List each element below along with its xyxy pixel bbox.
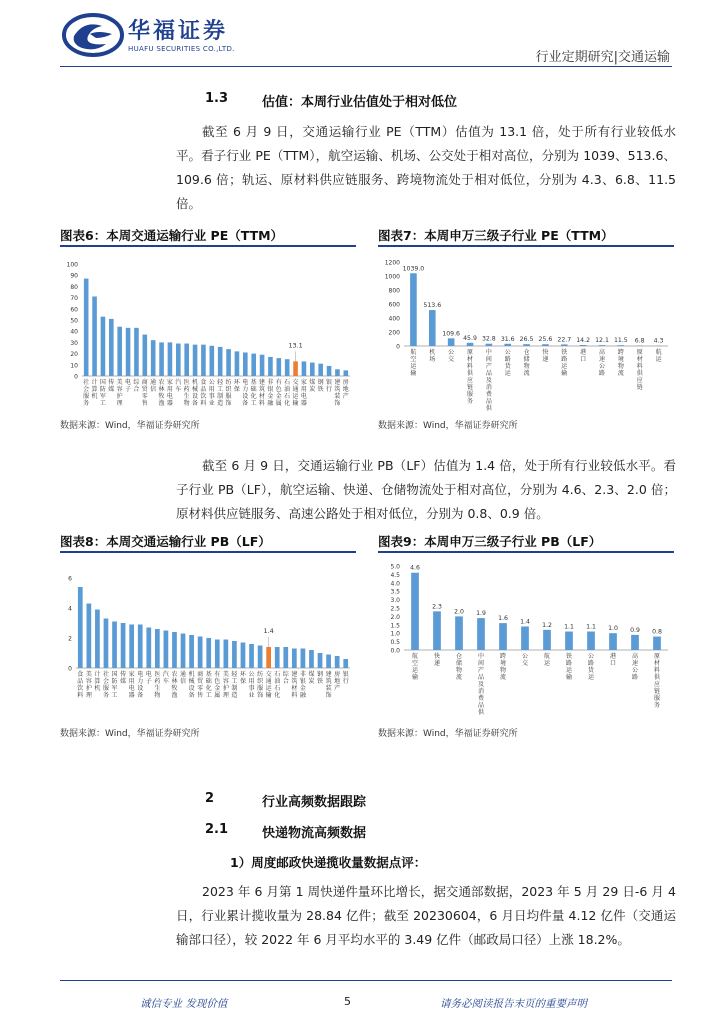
highlight-label: 13.1	[288, 341, 303, 350]
page-number: 5	[344, 995, 351, 1008]
section-number: 2	[205, 791, 215, 806]
bar	[223, 640, 228, 669]
bar	[181, 634, 186, 669]
x-tick-label: 建筑材料	[259, 379, 266, 407]
x-tick-label: 房地产	[334, 671, 341, 692]
x-tick-label: 钢铁	[317, 671, 324, 685]
x-tick-label: 铁路运输	[561, 349, 568, 377]
data-label: 1.9	[476, 610, 486, 618]
chart-7-source: 数据来源：Wind，华福证券研究所	[378, 421, 518, 431]
y-tick-label: 20	[70, 351, 78, 359]
x-tick-label: 仓储物流	[523, 349, 530, 377]
footer-rule	[60, 980, 672, 981]
y-tick-label: 4.5	[390, 571, 400, 579]
x-tick-label: 美容护理	[85, 671, 92, 699]
chart-6-title: 图表6：本周交通运输行业 PE（TTM）	[60, 228, 284, 243]
y-tick-label: 2	[68, 635, 72, 643]
data-label: 22.7	[557, 336, 572, 344]
y-tick-label: 6	[68, 575, 72, 583]
x-tick-label: 纺织服饰	[257, 671, 264, 699]
highlight-label: 1.4	[263, 627, 274, 635]
chart-9-title: 图表9：本周申万三级子行业 PB（LF）	[378, 534, 602, 549]
bar	[344, 370, 349, 376]
bar	[215, 640, 220, 669]
x-tick-label: 机械设备	[192, 379, 199, 407]
bar	[121, 623, 126, 668]
bar	[293, 361, 298, 376]
y-tick-label: 5.0	[390, 563, 400, 571]
chart-9-rule	[378, 551, 674, 553]
bar	[486, 344, 493, 346]
data-label: 1.6	[498, 615, 508, 623]
x-tick-label: 食品饮料	[77, 671, 84, 699]
x-tick-label: 原材料供应链服务	[653, 653, 661, 709]
x-tick-label: 社会服务	[102, 671, 109, 699]
data-label: 45.9	[463, 334, 477, 342]
section-title: 行业高频数据跟踪	[262, 795, 367, 810]
x-tick-label: 汽车	[162, 671, 169, 685]
bar	[172, 632, 177, 668]
y-tick-label: 50	[70, 317, 78, 325]
bar	[335, 656, 340, 668]
chart-8-rule	[60, 551, 356, 553]
x-tick-label: 国防军工	[111, 671, 118, 699]
x-tick-label: 非银金融	[267, 379, 274, 407]
x-tick-label: 原材料供应链	[636, 349, 643, 391]
logo-text-en: HUAFU SECURITIES CO.,LTD.	[128, 45, 235, 53]
bar	[410, 273, 417, 346]
x-tick-label: 公用事业	[208, 379, 215, 407]
y-tick-label: 4	[68, 605, 72, 613]
bar	[467, 343, 474, 346]
x-tick-label: 机械设备	[188, 671, 195, 699]
bar	[78, 587, 83, 668]
bar	[283, 647, 288, 668]
bar	[433, 611, 441, 650]
bar	[277, 358, 282, 376]
section-title: 估值：本周行业估值处于相对低位	[262, 95, 458, 110]
subsection-number: 2.1	[205, 822, 229, 837]
y-tick-label: 2.5	[390, 605, 400, 613]
footer-slogan: 诚信专业 发现价值	[140, 998, 228, 1010]
y-tick-label: 1.5	[390, 622, 400, 630]
x-tick-label: 电子	[125, 379, 132, 393]
x-tick-label: 家用电器	[128, 671, 135, 699]
x-tick-label: 电子	[145, 671, 152, 685]
footer-disclaimer: 请务必阅读报告末页的重要声明	[440, 998, 587, 1010]
x-tick-label: 高速公路	[631, 653, 639, 681]
chart-6-source: 数据来源：Wind，华福证券研究所	[60, 421, 200, 431]
x-tick-label: 房地产	[342, 379, 349, 400]
bar	[193, 345, 198, 376]
x-tick-label: 建筑装饰	[325, 671, 332, 699]
subsection-title: 快递物流高频数据	[262, 826, 367, 841]
x-tick-label: 食品饮料	[200, 379, 207, 407]
x-tick-label: 基础化工	[205, 671, 212, 699]
x-tick-label: 非银金融	[299, 671, 306, 699]
bar	[258, 646, 263, 669]
data-label: 1.0	[608, 625, 618, 633]
bar	[411, 573, 419, 650]
chart-9-source: 数据来源：Wind，华福证券研究所	[378, 729, 518, 739]
bar	[84, 279, 89, 376]
y-tick-label: 3.5	[390, 588, 400, 596]
paragraph-pb: 截至 6 月 9 日，交通运输行业 PB（LF）估值为 1.4 倍，处于所有行业较低水平。看子行业 PB（LF），航空运输、快递、仓储物流处于相对高位，分别为 4.6、2.3、2.0 倍；原材料供应链服务、高速公路处于相对低位，分别为 0.8、0.9 倍。	[176, 458, 676, 521]
x-tick-label: 石油石化	[274, 671, 281, 699]
bar	[609, 633, 617, 650]
logo	[62, 12, 124, 58]
x-tick-label: 快递	[433, 653, 441, 667]
bar	[587, 632, 595, 650]
bar	[343, 659, 348, 668]
data-label: 26.5	[519, 336, 534, 344]
bar	[138, 625, 143, 669]
x-tick-label: 电力设备	[137, 671, 144, 699]
x-tick-label: 综合	[133, 379, 140, 393]
logo-text-cn: 华福证券	[128, 19, 229, 44]
x-tick-label: 中间产品及消费品供	[485, 349, 492, 412]
y-tick-label: 1.0	[390, 630, 400, 638]
bar	[335, 369, 340, 376]
y-tick-label: 0	[74, 373, 78, 381]
bar	[164, 631, 169, 669]
bar	[504, 344, 511, 346]
bar	[176, 344, 181, 376]
x-tick-label: 公路货运	[587, 653, 595, 681]
data-label: 2.0	[454, 608, 464, 616]
x-tick-label: 计算机	[94, 671, 101, 692]
y-tick-label: 200	[388, 329, 400, 337]
y-tick-label: 600	[388, 301, 400, 309]
x-tick-label: 电力设备	[242, 379, 249, 407]
y-tick-label: 90	[70, 272, 78, 280]
x-tick-label: 家用电器	[166, 379, 173, 407]
x-tick-label: 建筑材料	[291, 671, 298, 699]
y-tick-label: 1200	[384, 259, 400, 267]
data-label: 4.3	[653, 337, 664, 345]
x-tick-label: 建筑装饰	[334, 379, 341, 407]
x-tick-label: 交通运输	[292, 379, 299, 407]
x-tick-label: 轻工制造	[217, 379, 224, 407]
bar	[285, 359, 290, 376]
x-tick-label: 银行	[326, 379, 333, 393]
x-tick-label: 农林牧渔	[171, 671, 178, 699]
x-tick-label: 通信	[180, 671, 187, 685]
x-tick-label: 煤炭	[309, 379, 316, 393]
data-label: 109.6	[442, 330, 461, 338]
data-label: 32.8	[481, 335, 496, 343]
data-label: 1.4	[520, 618, 530, 626]
bar	[129, 625, 134, 669]
x-tick-label: 仓储物流	[455, 653, 463, 681]
x-tick-label: 公交	[448, 349, 455, 363]
y-tick-label: 70	[70, 295, 78, 303]
data-label: 11.5	[613, 337, 628, 345]
data-label: 14.2	[576, 337, 591, 345]
bar	[543, 630, 551, 650]
bar	[143, 335, 148, 376]
bar	[653, 637, 661, 650]
x-tick-label: 航空运输	[411, 653, 419, 681]
data-label: 1.1	[564, 623, 574, 631]
x-tick-label: 航运	[543, 653, 551, 667]
bar	[151, 340, 156, 376]
bar	[235, 351, 240, 376]
bar	[155, 629, 160, 668]
bar	[561, 344, 568, 346]
bar	[302, 361, 307, 376]
x-tick-label: 有色金属	[275, 379, 282, 407]
x-tick-label: 计算机	[91, 379, 98, 400]
bar	[618, 345, 625, 346]
x-tick-label: 医药生物	[154, 671, 161, 699]
x-tick-label: 快递	[542, 349, 549, 363]
x-tick-label: 轻工制造	[231, 671, 238, 699]
chart-7-rule	[378, 245, 674, 247]
x-tick-label: 中间产品及消费品供	[477, 653, 485, 716]
bar	[232, 641, 237, 668]
x-tick-label: 航运	[655, 349, 662, 363]
bar	[168, 342, 173, 376]
chart-8	[60, 558, 356, 718]
data-label: 1039.0	[402, 265, 425, 273]
bar	[318, 653, 323, 668]
x-tick-label: 石油石化	[284, 379, 291, 407]
bar	[292, 649, 297, 669]
chart-9	[378, 558, 674, 718]
y-tick-label: 2.0	[390, 613, 400, 621]
chart-7-title: 图表7：本周申万三级子行业 PE（TTM）	[378, 228, 614, 243]
x-tick-label: 美容护理	[222, 671, 229, 699]
bar	[631, 635, 639, 650]
x-tick-label: 跨境物流	[617, 349, 624, 377]
y-tick-label: 0.0	[390, 647, 400, 655]
bar	[104, 619, 109, 669]
bar	[309, 650, 314, 668]
x-tick-label: 航空运输	[410, 349, 417, 377]
y-tick-label: 1000	[384, 273, 400, 281]
bar	[198, 637, 203, 669]
bar	[218, 347, 223, 376]
y-tick-label: 80	[70, 283, 78, 291]
data-label: 513.6	[423, 302, 442, 310]
x-tick-label: 公用事业	[248, 671, 255, 699]
x-tick-label: 农林牧渔	[158, 379, 165, 407]
bar	[226, 349, 231, 376]
x-tick-label: 传媒	[120, 671, 127, 685]
data-label: 0.9	[630, 626, 640, 634]
x-tick-label: 汽车	[175, 379, 182, 393]
x-tick-label: 有色金属	[214, 671, 221, 699]
bar	[109, 319, 114, 376]
logo-mark-icon	[62, 12, 124, 58]
x-tick-label: 公交	[521, 653, 529, 667]
bar	[146, 628, 151, 669]
x-tick-label: 机场	[429, 349, 436, 363]
y-tick-label: 30	[70, 339, 78, 347]
data-label: 1.2	[542, 621, 552, 629]
y-tick-label: 60	[70, 306, 78, 314]
chart-6-rule	[60, 245, 356, 247]
bar	[112, 622, 117, 669]
x-tick-label: 基础化工	[250, 379, 257, 407]
bar	[318, 364, 323, 376]
x-tick-label: 交通运输	[265, 671, 272, 699]
bar	[580, 345, 587, 346]
x-tick-label: 纺织服饰	[225, 379, 232, 407]
bar	[275, 647, 280, 668]
bar	[542, 344, 549, 346]
chart-8-title: 图表8：本周交通运输行业 PB（LF）	[60, 534, 271, 549]
chart-6	[60, 252, 356, 412]
y-tick-label: 3.0	[390, 597, 400, 605]
data-label: 4.6	[410, 564, 420, 572]
bar	[326, 655, 331, 669]
bar	[266, 647, 271, 668]
x-tick-label: 综合	[282, 671, 289, 685]
x-tick-label: 港口	[609, 653, 617, 667]
x-tick-label: 港口	[580, 349, 587, 363]
y-tick-label: 10	[70, 362, 78, 370]
x-tick-label: 环保	[239, 671, 246, 685]
y-tick-label: 400	[388, 315, 400, 323]
bar	[206, 638, 211, 668]
bar	[251, 354, 256, 376]
x-tick-label: 美容护理	[116, 379, 123, 407]
x-tick-label: 社会服务	[83, 379, 90, 407]
x-tick-label: 医药生物	[183, 379, 190, 407]
data-label: 0.8	[652, 628, 662, 636]
x-tick-label: 商贸零售	[197, 671, 204, 699]
data-label: 12.1	[595, 337, 609, 345]
x-tick-label: 钢铁	[317, 379, 324, 393]
y-tick-label: 0.5	[390, 639, 400, 647]
data-label: 1.1	[586, 623, 596, 631]
paragraph-pe: 截至 6 月 9 日，交通运输行业 PE（TTM）估值为 13.1 倍，处于所有行业较低水平。看子行业 PE（TTM），航空运输、机场、公交处于相对高位，分别为 1039、513.6、109.6 倍；轨运、原材料供应链服务、跨境物流处于相对低位，分别为 4.3、6.8、11.5 倍。	[176, 124, 676, 211]
bar	[260, 355, 265, 376]
bar	[429, 310, 436, 346]
bar	[268, 357, 273, 376]
x-tick-label: 国防军工	[99, 379, 106, 407]
bar	[249, 644, 254, 668]
x-tick-label: 家用电器	[300, 379, 307, 407]
x-tick-label: 高速公路	[598, 349, 606, 377]
bar	[101, 317, 106, 376]
x-tick-label: 煤炭	[308, 671, 315, 685]
bar	[565, 632, 573, 650]
bar	[499, 623, 507, 650]
bar	[243, 352, 248, 376]
x-tick-label: 通信	[150, 379, 157, 393]
bar	[477, 618, 485, 650]
bar	[201, 345, 206, 376]
bar	[95, 610, 100, 669]
x-tick-label: 公路货运	[504, 349, 511, 377]
section-number: 1.3	[205, 91, 229, 106]
bar	[210, 346, 215, 376]
x-tick-label: 银行	[342, 671, 349, 685]
chart-7	[378, 252, 674, 412]
sub-heading: 1）周度邮政快递揽收量数据点评：	[230, 855, 427, 870]
bar	[241, 643, 246, 669]
paragraph-express: 2023 年 6 月第 1 周快递件量环比增长，据交通部数据，2023 年 5 月 29 日-6 月 4 日，行业累计揽收量为 28.84 亿件；截至 20230604，6 月日均件量 4.12 亿件（交通运输部口径），较 2022 年 6 月平均水平的 3.49 亿件（邮政局口径）上涨 18.2%。	[176, 884, 676, 947]
data-label: 31.6	[500, 335, 515, 343]
y-tick-label: 0	[396, 343, 400, 351]
bar	[92, 296, 97, 376]
y-tick-label: 800	[388, 287, 400, 295]
data-label: 25.6	[538, 336, 553, 344]
y-tick-label: 100	[66, 261, 78, 269]
x-tick-label: 商贸零售	[141, 379, 148, 407]
y-tick-label: 4.0	[390, 580, 400, 588]
y-tick-label: 40	[70, 328, 78, 336]
x-tick-label: 原材料供应链服务	[466, 349, 474, 405]
x-tick-label: 铁路运输	[565, 653, 573, 681]
bar	[126, 328, 131, 376]
y-tick-label: 0	[68, 665, 72, 673]
bar	[455, 616, 463, 650]
bar	[327, 366, 332, 376]
bar	[189, 635, 194, 668]
bar	[448, 338, 455, 346]
bar	[599, 345, 606, 346]
bar	[523, 344, 530, 346]
bar	[310, 363, 315, 376]
x-tick-label: 传媒	[108, 379, 115, 393]
x-tick-label: 跨境物流	[499, 653, 507, 681]
bar	[86, 604, 91, 669]
header-rule	[60, 66, 672, 67]
bar	[117, 327, 122, 376]
bar	[184, 344, 189, 376]
data-label: 2.3	[432, 603, 442, 611]
bar	[159, 342, 164, 376]
bar	[521, 626, 529, 650]
bar	[134, 328, 139, 376]
x-tick-label: 环保	[233, 379, 240, 393]
chart-8-source: 数据来源：Wind，华福证券研究所	[60, 729, 200, 739]
bar	[301, 649, 306, 669]
report-type: 行业定期研究|交通运输	[535, 50, 670, 65]
data-label: 6.8	[634, 337, 645, 345]
